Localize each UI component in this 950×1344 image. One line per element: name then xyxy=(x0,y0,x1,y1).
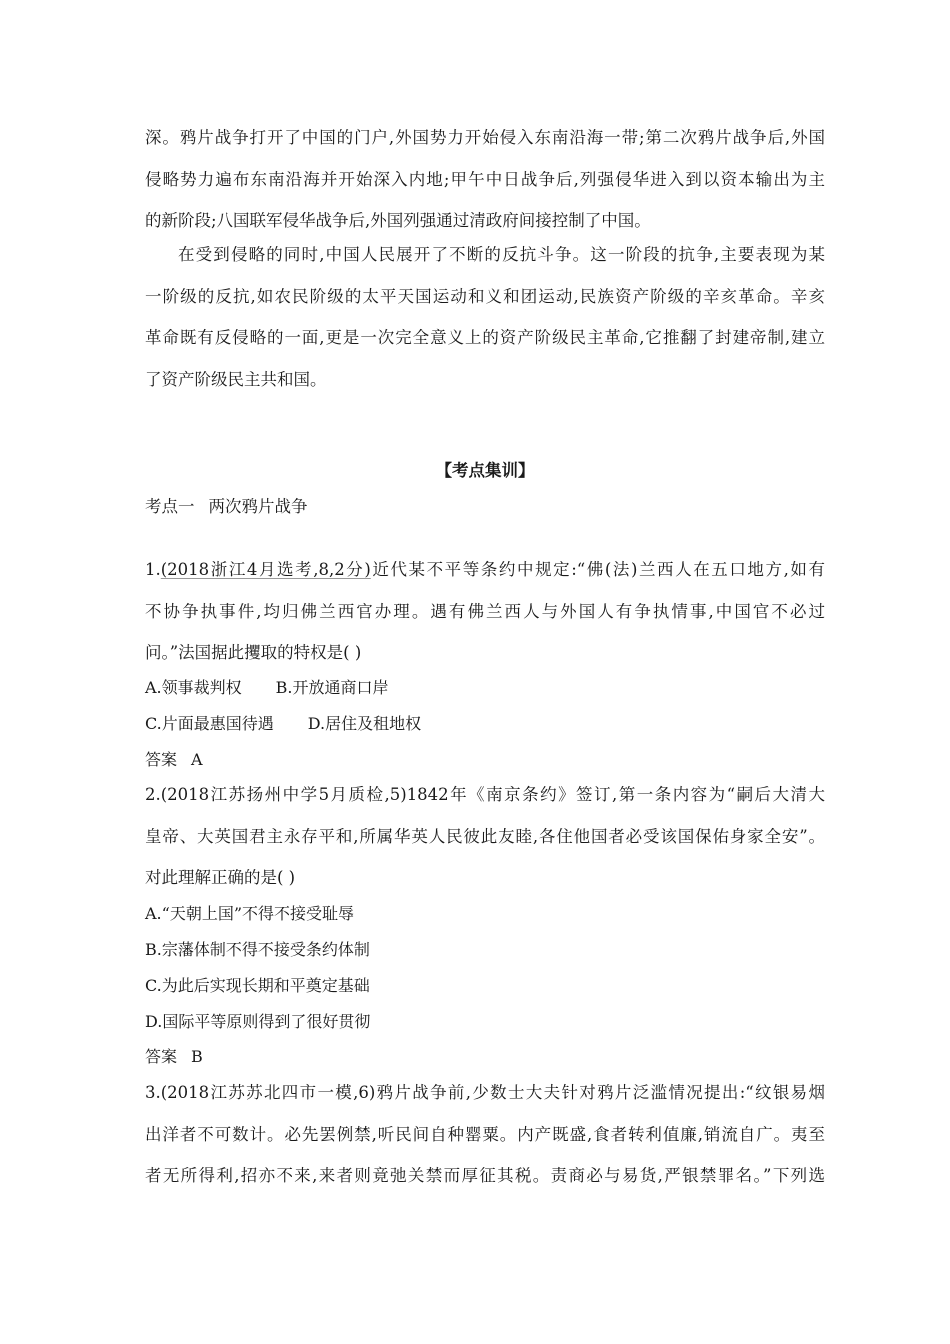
question-2-source: (2018江苏扬州中学5月质检,5) xyxy=(160,785,407,804)
question-3-line-1 xyxy=(145,1082,825,1104)
question-2-option-c[interactable]: C.为此后实现长期和平奠定基础 xyxy=(145,976,370,995)
question-1-text-1: 近代某不平等条约中规定:“佛(法)兰西人在五口地方,如有 xyxy=(370,560,825,579)
answer-value: B xyxy=(191,1047,203,1066)
intro-p2-line-3: 革命既有反侵略的一面,更是一次完全意义上的资产阶级民主革命,它推翻了封建帝制,建立 xyxy=(145,328,825,347)
intro-p2-line-2: 一阶级的反抗,如农民阶级的太平天国运动和义和团运动,民族资产阶级的辛亥革命。辛亥 xyxy=(145,287,825,306)
intro-p2-line-1: 在受到侵略的同时,中国人民展开了不断的反抗斗争。这一阶段的抗争,主要表现为某 xyxy=(178,245,825,264)
question-1-line-1 xyxy=(145,559,825,581)
question-3-line-2: 出洋者不可数计。必先罢例禁,听民间自种罂粟。内产既盛,食者转利值廉,销流自广。夷至 xyxy=(145,1125,825,1144)
question-1-option-c[interactable]: C.片面最惠国待遇 xyxy=(145,714,274,733)
question-1-number: 1. xyxy=(145,560,161,579)
question-1-options-row-1 xyxy=(145,677,825,699)
question-2-number: 2. xyxy=(145,785,161,804)
question-1-source: (2018浙江4月选考,8,2分) xyxy=(160,560,371,579)
intro-p1-line-3: 的新阶段;八国联军侵华战争后,外国列强通过清政府间接控制了中国。 xyxy=(145,211,651,230)
question-2-option-d[interactable]: D.国际平等原则得到了很好贯彻 xyxy=(145,1012,371,1031)
question-3-source: (2018江苏苏北四市一模,6) xyxy=(160,1083,376,1102)
answer-label: 答案 xyxy=(145,1047,178,1066)
intro-p1-line-2: 侵略势力遍布东南沿海并开始深入内地;甲午中日战争后,列强侵华进入到以资本输出为主 xyxy=(145,170,825,189)
question-1-line-2: 不协争执事件,均归佛兰西官办理。遇有佛兰西人与外国人有争执情事,中国官不必过 xyxy=(145,602,825,621)
question-2-option-a[interactable]: A.“天朝上国”不得不接受耻辱 xyxy=(145,904,355,923)
question-1-options-row-2 xyxy=(145,713,825,735)
question-1-line-3: 问。”法国据此攫取的特权是( ) xyxy=(145,643,362,662)
kaodian-label: 考点一 xyxy=(145,497,195,516)
intro-p1-line-1: 深。鸦片战争打开了中国的门户,外国势力开始侵入东南沿海一带;第二次鸦片战争后,外国 xyxy=(145,128,825,147)
section-title: 【考点集训】 xyxy=(435,461,535,480)
question-1-option-b[interactable]: B.开放通商口岸 xyxy=(275,678,389,697)
question-2-line-2: 皇帝、大英国君主永存平和,所属华英人民彼此友睦,各住他国者必受该国保佑身家全安”。 xyxy=(145,827,825,846)
question-1-answer xyxy=(145,749,825,771)
answer-label: 答案 xyxy=(145,750,178,769)
kaodian-heading xyxy=(145,496,825,518)
kaodian-title: 两次鸦片战争 xyxy=(208,497,308,516)
question-1-option-d[interactable]: D.居住及租地权 xyxy=(307,714,422,733)
question-1-option-a[interactable]: A.领事裁判权 xyxy=(145,678,242,697)
question-2-text-1: 1842年《南京条约》签订,第一条内容为“嗣后大清大 xyxy=(406,785,826,804)
question-2-option-b[interactable]: B.宗藩体制不得不接受条约体制 xyxy=(145,940,370,959)
answer-value: A xyxy=(191,750,203,769)
question-3-number: 3. xyxy=(145,1083,161,1102)
question-2-answer xyxy=(145,1046,825,1068)
question-3-line-3: 者无所得利,招亦不来,来者则竟弛关禁而厚征其税。责商必与易货,严银禁罪名。”下列选 xyxy=(145,1166,825,1185)
intro-p2-line-4: 了资产阶级民主共和国。 xyxy=(145,370,327,389)
question-2-line-3: 对此理解正确的是( ) xyxy=(145,868,296,887)
question-3-text-1: 鸦片战争前,少数士大夫针对鸦片泛滥情况提出:“纹银易烟 xyxy=(375,1083,825,1102)
question-2-line-1 xyxy=(145,784,825,806)
